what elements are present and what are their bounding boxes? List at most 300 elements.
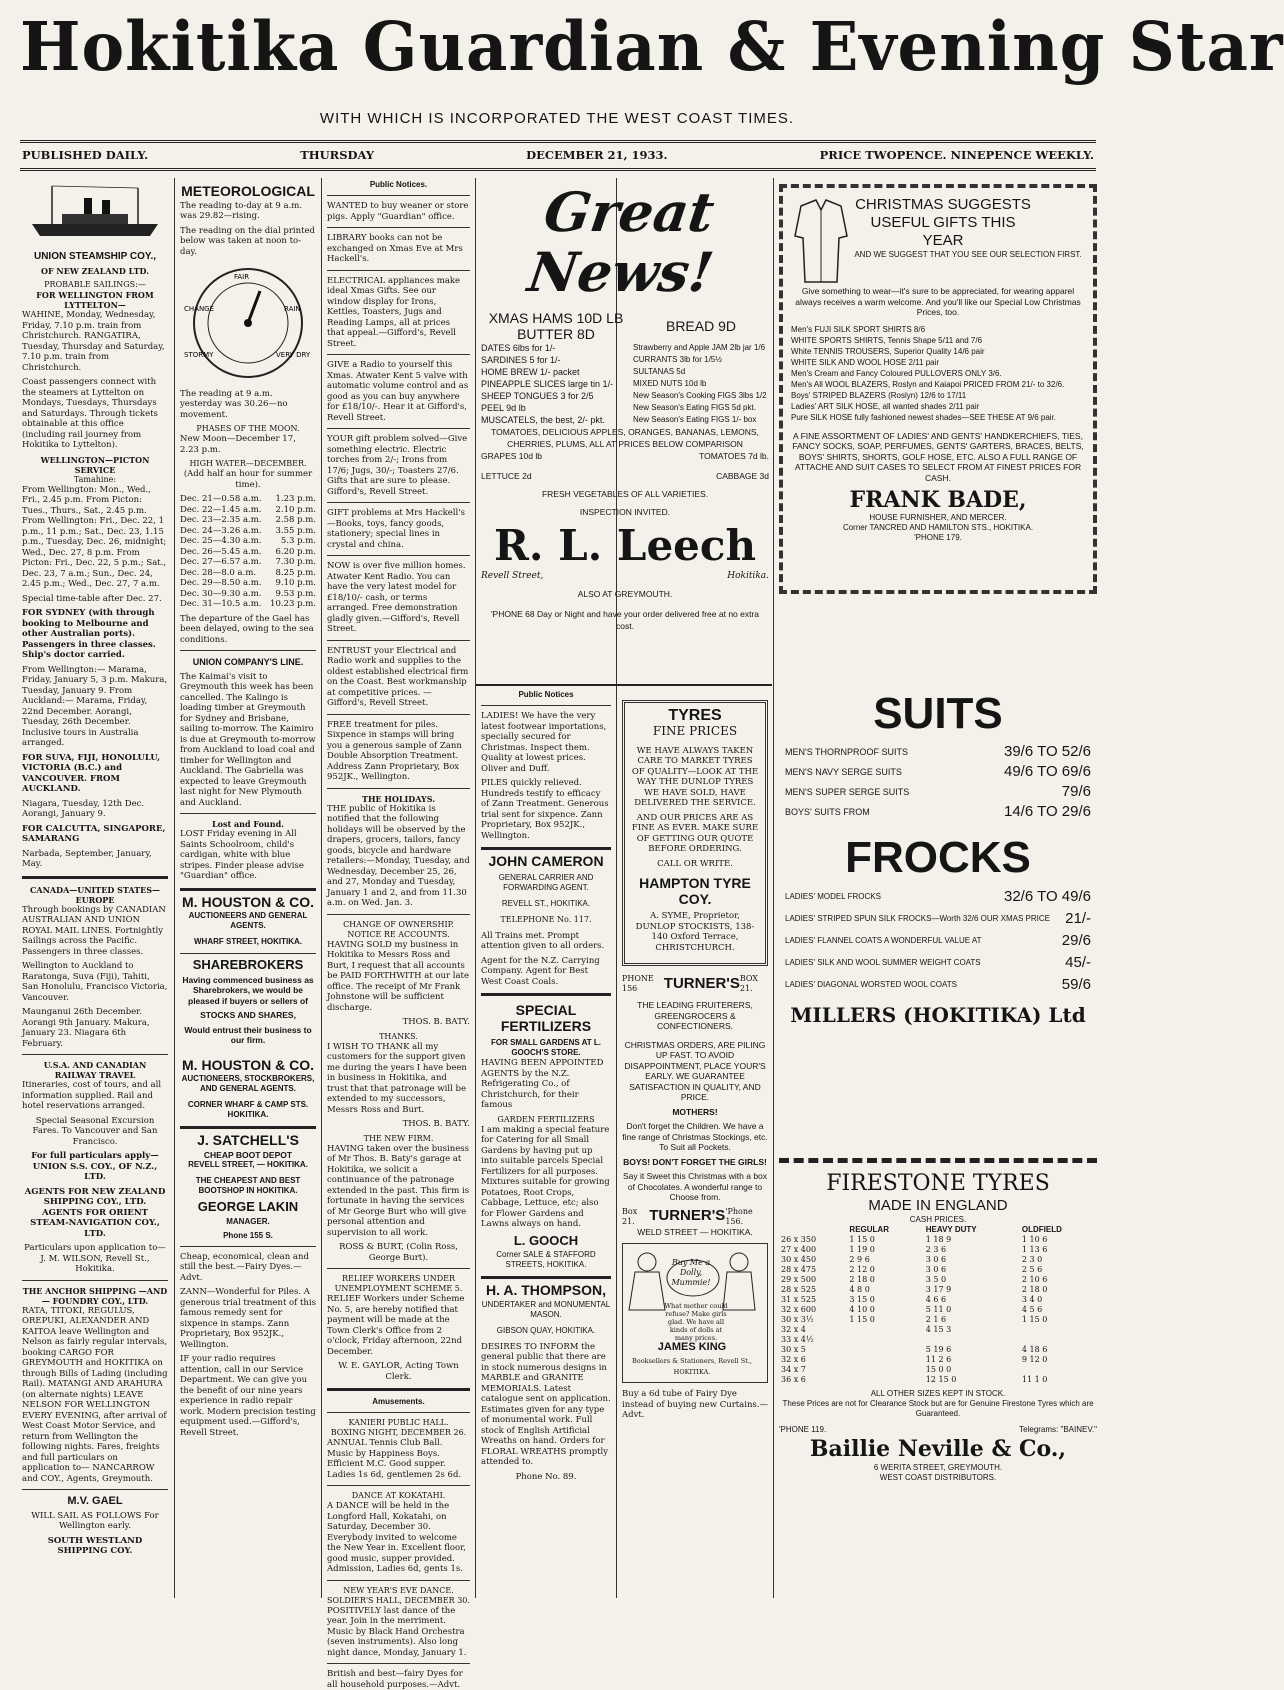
sharebrokers-entrust: Would entrust their business to our firm. (184, 1024, 312, 1045)
picton-text: From Wellington: Mon., Wed., Fri., 2.45 p.m. From Picton: Tues., Thurs., Sat., 2.45 p.m. From Wellington: Fri., Dec. 22, 1 p.m., 11 p.m.; Sat., Dec. 23, 1.15 p.m., Tuesday, Dec. 26, midnight; Wed., Dec. 27, 8 p.m. From Picton: Fri., Dec. 22, 5 p.m.; Sat., Dec. 23, 7 a.m.; Sun., Dec. 24, 2.45 p.m.; Wed., Dec. 27, 7 a.m. (22, 484, 167, 589)
tide-evening: 3.55 p.m. (275, 525, 316, 536)
barometer-dial-icon (180, 261, 316, 385)
bade-item-list (791, 324, 1085, 423)
fairy-dye-note: Buy a 6d tube of Fairy Dye instead of buying new Curtains.—Advt. (622, 1389, 768, 1420)
houston-name: M. HOUSTON & CO. (182, 893, 314, 910)
firestone-cell: 32 x 4 (781, 1325, 806, 1334)
notice-divider (327, 354, 470, 355)
tide-morning: Dec. 28—8.0 a.m. (180, 567, 257, 578)
millers-name: MILLERS (HOKITIKA) Ltd (790, 1003, 1086, 1027)
firestone-cell: 4 15 3 (925, 1325, 952, 1334)
firestone-cell: 2 10 6 (1021, 1275, 1048, 1284)
boys-head: BOYS! DON'T FORGET THE GIRLS! (623, 1156, 767, 1167)
suit-label: MEN'S THORNPROOF SUITS (785, 747, 909, 757)
leech-town: Hokitika. (727, 571, 769, 581)
houston2-name: M. HOUSTON & CO. (182, 1056, 314, 1073)
bade-item: White TENNIS TROUSERS, Superior Quality 14/6 pair (791, 346, 985, 356)
bade-sub: AND WE SUGGEST THAT YOU SEE OUR SELECTION FIRST. (854, 250, 1082, 259)
leech-item: DATES 6lbs for 1/- (481, 343, 556, 353)
sailings-head: PROBABLE SAILINGS:— (44, 280, 146, 289)
holidays-text: THE public of Hokitika is notified that the following holidays will be observed by the drapers, grocers, tailors, fancy goods, bicycle and hardware retailers:—Monday, Tuesday, and Wednesday, December 25, 26, and 27, Monday and Tuesday, January 1 and 2, and from 11.30 a.m. on Wed. Jan. 3. (327, 803, 470, 908)
newyear-text: POSITIVELY last dance of the year. Join in the merriment. Music by Black Hand Orchestra (seven instruments). Also long night dance, Monday, January 1. (327, 1605, 467, 1658)
firestone-cell: 30 x 3½ (781, 1315, 814, 1324)
tide-row (180, 526, 316, 537)
tide-row (180, 547, 316, 558)
newspaper-subtitle: WITH WHICH IS INCORPORATED THE WEST COAST TIMES. (319, 110, 795, 127)
public-notices-head: Public Notices. (369, 180, 428, 189)
firestone-col-head: REGULAR (849, 1225, 889, 1234)
firestone-row (779, 1325, 1097, 1335)
firestone-row (779, 1315, 1097, 1325)
public-notice: LIBRARY books can not be exchanged on Xmas Eve at Mrs Hackell's. (327, 233, 463, 264)
firestone-cell: 28 x 475 (781, 1265, 817, 1274)
sydney-head: FOR SYDNEY (with through booking to Melbourne and other Australian ports). Passengers in three classes. Ship's doctor carried. (22, 608, 156, 660)
satchell-name: J. SATCHELL'S (197, 1132, 299, 1148)
thanks-signature: THOS. B. BATY. (402, 1119, 470, 1129)
ownership-text: HAVING SOLD my business in Hokitika to Messrs Ross and Burt, I request that all accounts be PAID FORTHWITH at our late office. The receipt of Mr Frank Johnstone will be sufficient discharge. (327, 939, 469, 1013)
column-rule (174, 178, 175, 1598)
king-sub: Booksellers & Stationers, Revell St., HOKITIKA. (632, 1357, 752, 1376)
moon-text: New Moon—December 17, 2.23 p.m. (180, 434, 296, 455)
firestone-col-head: OLDFIELD (1021, 1225, 1062, 1234)
frocks-head: FROCKS (845, 833, 1031, 882)
tide-row (180, 536, 316, 547)
sailings-sub: FOR WELLINGTON FROM LYTTELTON— (36, 290, 154, 310)
firestone-cell: 33 x 4½ (781, 1335, 814, 1344)
frock-label: LADIES' DIAGONAL WORSTED WOOL COATS (785, 980, 957, 989)
firestone-cell (847, 1375, 923, 1385)
gael-note: The departure of the Gael has been delayed, owing to the sea conditions. (180, 613, 314, 645)
firestone-cell: 31 x 525 (781, 1295, 817, 1304)
frock-price: 45/- (1065, 954, 1091, 971)
sharebrokers-text: Having commenced business as Sharebrokers, we would be pleased if buyers or sellers of (182, 974, 314, 1006)
tyres-sub: FINE PRICES (652, 723, 738, 738)
shirt-illustration-icon (791, 196, 851, 286)
column-rule (773, 178, 774, 1598)
fertilizers-sub: FOR SMALL GARDENS AT L. GOOCH'S STORE. (490, 1038, 602, 1057)
new-firm-head: THE NEW FIRM. (363, 1133, 434, 1143)
frock-price: 59/6 (1061, 976, 1091, 993)
firestone-cash: CASH PRICES. (909, 1215, 967, 1224)
frank-bade-advert (779, 184, 1097, 616)
fertilizers-detail: I am making a special feature for Catering for all Small Gardens by having put up into suitable parcels Special Fertilizers for all purposes. Mixtures suitable for growing Potatoes, Root Crops, Cabbage, Lettuce, etc; also for Flower Gardens and Lawns always on hand. (481, 1124, 610, 1229)
baillie-neville-address: 6 WERITA STREET, GREYMOUTH. (873, 1463, 1003, 1472)
apply-text: Particulars upon application to— J. M. WILSON, Revell St., Hokitika. (24, 1243, 166, 1274)
firestone-cell: 32 x 600 (781, 1305, 817, 1314)
leech-item: New Season's Eating FIGS 1/- box (633, 415, 757, 424)
bade-item: Men's FUJI SILK SPORT SHIRTS 8/6 (791, 324, 926, 334)
bade-head: CHRISTMAS SUGGESTS USEFUL GIFTS THIS YEAR (855, 196, 1031, 249)
tide-morning: Dec. 24—3.26 a.m. (180, 525, 262, 536)
public-notice: FREE treatment for piles. Sixpence in stamps will bring you a generous sample of Zann Double Absorption Treatment. Address Zann Proprietary, Box 952JK., Wellington. (327, 719, 462, 782)
frock-price: 21/- (1065, 910, 1091, 927)
cameron-address: REVELL ST., HOKITIKA. (501, 898, 591, 908)
tide-morning: Dec. 31—10.5 a.m. (180, 599, 262, 609)
frock-label: LADIES' FLANNEL COATS A WONDERFUL VALUE AT (785, 936, 982, 945)
firestone-row (779, 1295, 1097, 1305)
leech-item: XMAS HAMS 10D LB (488, 310, 624, 326)
thompson-phone: Phone No. 89. (515, 1471, 577, 1482)
suits-list (779, 742, 1097, 822)
tyres-head: TYRES (668, 707, 722, 724)
leech-item: HOME BREW 1/- packet (481, 367, 580, 377)
houston-sub: AUCTIONEERS AND GENERAL AGENTS. (188, 911, 308, 930)
coast-text: Coast passengers connect with the steamers at Lyttelton on Mondays, Tuesdays, Thursdays and Saturdays. Through tickets obtainable at this office (including rail journey from Hokitika to Lyttelton). (22, 377, 158, 450)
firestone-cell: 32 x 6 (781, 1355, 806, 1364)
zann-text: ZANN—Wonderful for Piles. A generous trial treatment of this famous remedy sent for sixpence in stamps. Zann Proprietary, Box 952JK., Wellington. (180, 1287, 316, 1350)
leech-item: New Season's Cooking FIGS 3lbs 1/2 (633, 391, 767, 400)
firestone-cell: 3 0 6 (925, 1265, 947, 1274)
firestone-row (779, 1355, 1097, 1365)
firestone-cell: 2 18 0 (849, 1275, 875, 1284)
met-dial-note: The reading on the dial printed below was taken at noon to-day. (180, 225, 315, 257)
suit-row (785, 762, 1091, 782)
calcutta-text: Narbada, September, January, May. (22, 848, 152, 869)
turner-sub: THE LEADING FRUITERERS, GREENGROCERS & CONFECTIONERS. (637, 1000, 753, 1031)
firestone-cell: 30 x 5 (781, 1345, 806, 1354)
leech-item: BUTTER 8D (517, 326, 595, 342)
tide-evening: 2.10 p.m. (275, 504, 316, 515)
picton-head: WELLINGTON—PICTON SERVICE (40, 454, 150, 475)
public-notices-list (327, 201, 470, 789)
turner2-name: TURNER'S (649, 1207, 726, 1225)
masthead-rule-bottom (20, 168, 1096, 171)
relief-signature: W. E. GAYLOR, Acting Town Clerk. (338, 1361, 459, 1382)
leech-cabbage: CABBAGE 3d (716, 471, 769, 481)
tyres-advert (622, 700, 768, 966)
union-line-text: The Kaimai's visit to Greymouth this week has been cancelled. The Kalingo is loading timber at Greymouth for Sydney and Brisbane, sailing to-morrow. The Kaimiro is due at Greymouth to-morrow from Auckland to load coal and timber for Wellington and Auckland. The Gabriella was expected to leave Greymouth last night for New Plymouth and Auckland. (180, 671, 316, 808)
firestone-cell: 3 0 6 (925, 1255, 947, 1264)
firestone-cell: 1 19 0 (849, 1245, 875, 1254)
firestone-cell (924, 1335, 1020, 1345)
millers-advert (779, 672, 1097, 1092)
garden-fertilizers: GARDEN FERTILIZERS (497, 1114, 595, 1124)
notice-divider (327, 227, 470, 228)
firestone-cell: 4 6 6 (925, 1295, 947, 1304)
tide-row (180, 494, 316, 505)
tide-evening: 9.10 p.m. (275, 578, 316, 588)
tide-evening: 10.23 p.m. (270, 599, 316, 609)
ownership-head: CHANGE OF OWNERSHIP. (343, 919, 454, 929)
firestone-cell: 2 9 6 (849, 1255, 870, 1264)
hampton-name: HAMPTON TYRE COY. (639, 875, 751, 907)
leech-fruits: TOMATOES, DELICIOUS APPLES, ORANGES, BANANAS, LEMONS, CHERRIES, PLUMS, ALL AT PRICES BELOW COMPARISON (491, 427, 759, 449)
firestone-cell: 2 1 6 (925, 1315, 947, 1324)
firestone-cell (1020, 1365, 1097, 1375)
baillie-neville-distributors: WEST COAST DISTRIBUTORS. (879, 1473, 997, 1482)
firestone-cell: 2 12 0 (849, 1265, 875, 1274)
piles-text: PILES quickly relieved. Hundreds testify to efficacy of Zann Treatment. Generous trial sent for sixpence. Zann Proprietary, Box 952JK., Wellington. (481, 778, 609, 841)
steamship-icon (22, 180, 168, 242)
relief-head: RELIEF WORKERS UNDER UNEMPLOYMENT SCHEME 5. (334, 1274, 463, 1293)
leech-phone: 'PHONE 68 Day or Night and have your order delivered free at no extra cost. (490, 609, 760, 631)
thanks-head: THANKS. (379, 1031, 418, 1041)
published-label: PUBLISHED DAILY. (22, 148, 149, 162)
firestone-head: FIRESTONE TYRES (826, 1171, 1050, 1196)
turner-name: TURNER'S (663, 974, 740, 992)
mothers-text: Don't forget the Children. We have a fine range of Christmas Stockings, etc. To Suit all Pockets. (622, 1121, 768, 1152)
usa-text: Itineraries, cost of tours, and all information supplied. Rail and hotel reservations arranged. (22, 1080, 162, 1111)
kokatahi-text: A DANCE will be held in the Longford Hall, Kokatahi, on Saturday, December 30. Everybody invited to welcome the New Year in. Excellent floor, good music, supper provided. Admission, Ladies 6d, gents 1s. (327, 1501, 466, 1574)
tide-row (180, 505, 316, 516)
tide-morning: Dec. 21—0.58 a.m. (180, 494, 262, 504)
bade-item: WHITE SPORTS SHIRTS, Tennis Shape 5/11 and 7/6 (791, 335, 983, 345)
firestone-cell: 34 x 7 (781, 1365, 806, 1374)
turner-phone: PHONE 156 (622, 974, 654, 993)
king-name: JAMES KING (657, 1341, 727, 1353)
mothers-head: MOTHERS! (672, 1106, 718, 1117)
bade-item: WHITE SILK AND WOOL HOSE 2/11 pair (791, 357, 940, 367)
firestone-row (779, 1235, 1097, 1245)
canada-head: CANADA—UNITED STATES—EUROPE (30, 884, 160, 905)
frock-row (785, 952, 1091, 974)
firestone-telegrams: Telegrams: "BAINEV." (1019, 1425, 1097, 1434)
column-public-notices (327, 180, 470, 1690)
firestone-cell: 1 15 0 (1021, 1315, 1048, 1324)
suit-label: MEN'S SUPER SERGE SUITS (785, 787, 910, 797)
cameron-agent: Agent for the N.Z. Carrying Company. Agent for Best West Coast Coals. (481, 955, 600, 987)
fertilizers-text: HAVING BEEN APPOINTED AGENTS by the N.Z. Refrigerating Co., of Christchurch, for their famous (481, 1058, 604, 1110)
anchor-head: THE ANCHOR SHIPPING —AND— FOUNDRY COY., LTD. (22, 1285, 168, 1306)
firestone-cell: 27 x 400 (781, 1245, 817, 1254)
bade-intro: Give something to wear—it's sure to be appreciated, for wearing apparel always receives a warm welcome. And you'll like our Special Low Christmas Prices, too. (795, 286, 1081, 317)
suit-row (785, 802, 1091, 822)
firestone-sizes: ALL OTHER SIZES KEPT IN STOCK. (870, 1389, 1006, 1398)
kaniere-head: KANIERI PUBLIC HALL. (348, 1418, 449, 1427)
frock-price: 29/6 (1061, 932, 1091, 949)
turner-box: BOX 21. (739, 974, 758, 993)
tide-morning: Dec. 23—2.35 a.m. (180, 515, 262, 525)
issue-date: DECEMBER 21, 1933. (526, 148, 668, 162)
tide-evening: 5.3 p.m. (280, 536, 316, 546)
tide-row (180, 578, 316, 589)
radio-repair-text: IF your radio requires attention, call in our Service Department. We can give you the benefit of our nine years experience in radio repair work. Modern precision testing equipment used.—Gifford's, Revell Street. (180, 1354, 316, 1438)
leech-item: SARDINES 5 for 1/- (481, 355, 561, 365)
anchor-text: RATA, TITOKI, REGULUS, OREPUKI, ALEXANDER AND KAITOA leave Wellington and Nelson as fairly regular intervals, booking CARGO FOR GREYMOUTH and HOKITIKA on through Bills of Lading (including Rail). MATANGI AND ARAHURA (on alternate nights) LEAVE NELSON FOR WELLINGTON EVERY EVENING, after arrival of West Coast Motor Service, and return from Wellington the following nights. Fares, freights and full particulars on application to— NANCARROW and COY., Agents, Greymouth. (22, 1305, 168, 1484)
sailings-text: WAHINE, Monday, Wednesday, Friday, 7.10 p.m. train from Christchurch. RANGATIRA, Tuesday, Thursday and Saturday, 7.10 p.m. train from Christchurch. (22, 310, 165, 373)
firestone-cell (1020, 1325, 1097, 1335)
public-notice: GIVE a Radio to yourself this Xmas. Atwater Kent 5 valve with automatic volume control and as good as you can buy anywhere for £18/10/-. Hear it at Gifford's, Revell Street. (327, 360, 469, 423)
dial-label: CHANGE (184, 305, 215, 313)
dial-label: RAIN (284, 305, 301, 313)
dial-label: VERY DRY (276, 351, 311, 359)
bade-name: FRANK BADE, (849, 487, 1027, 513)
firestone-phone: 'PHONE 119. (779, 1425, 827, 1434)
notice-divider (327, 788, 470, 789)
tide-morning: Dec. 27—6.57 a.m. (180, 557, 262, 567)
firestone-cell: 3 5 0 (925, 1275, 947, 1284)
suva-text: Niagara, Tuesday, 12th Dec. Aorangi, January 9. (22, 798, 145, 819)
firestone-row (779, 1345, 1097, 1355)
holidays-head: THE HOLIDAYS. (361, 793, 436, 804)
firestone-cell: 26 x 350 (781, 1235, 817, 1244)
public-notice: ELECTRICAL appliances make ideal Xmas Gifts. See our window display for Irons, Kettles, Toasters, Jugs and Reading Lamps, all at prices that appeal.—Gifford's, Revell Street. (327, 275, 461, 349)
tide-morning: Dec. 29—8.50 a.m. (180, 578, 262, 588)
leech-item: CURRANTS 3lb for 1/5½ (633, 355, 722, 364)
suit-price: 79/6 (1061, 783, 1091, 800)
tide-row (180, 515, 316, 526)
suit-label: BOYS' SUITS FROM (785, 807, 870, 817)
column-rule (475, 178, 476, 1598)
firestone-row (779, 1275, 1097, 1285)
picton-ship: Tamahine: (73, 474, 117, 484)
firestone-cell: 28 x 525 (781, 1285, 817, 1294)
firestone-row (779, 1335, 1097, 1345)
firestone-cell: 29 x 500 (781, 1275, 817, 1284)
turner2-phone: 'Phone 156. (725, 1206, 753, 1226)
bade-item: Men's Cream and Fancy Coloured PULLOVERS ONLY 3/6. (791, 368, 1002, 378)
frock-label: LADIES' SILK AND WOOL SUMMER WEIGHT COATS (785, 958, 981, 967)
firestone-row (779, 1375, 1097, 1385)
column-five (622, 700, 768, 1595)
firestone-col-head: HEAVY DUTY (925, 1225, 977, 1234)
masthead (0, 6, 1284, 154)
leech-advert-rule (476, 684, 772, 686)
moon-head: PHASES OF THE MOON. (196, 424, 300, 433)
cameron-sub: GENERAL CARRIER AND FORWARDING AGENT. (498, 872, 594, 892)
turner2-box: Box 21. (622, 1206, 638, 1226)
tide-evening: 6.20 p.m. (275, 546, 316, 557)
gooch-address: Corner SALE & STAFFORD STREETS, HOKITIKA. (496, 1250, 596, 1269)
public-notice: GIFT problems at Mrs Hackell's—Books, toys, fancy goods, stationery; special lines in crystal and china. (327, 508, 465, 550)
thanks-text: I WISH TO THANK all my customers for the support given me during the years I have been in business in Hokitika, and trust that that patronage will be extended to my successors, Messrs Ross and Burt. (327, 1041, 467, 1115)
bade-item: Boys' STRIPED BLAZERS (Roslyn) 12/6 to 17/11 (791, 390, 967, 400)
masthead-rule-top (20, 140, 1096, 143)
cameron-phone: TELEPHONE No. 117. (500, 914, 592, 924)
bade-item: Men's All WOOL BLAZERS, Roslyn and Kaiapoi PRICED FROM 21/- to 32/6. (791, 379, 1065, 389)
newyear-sub: SOLDIER'S HALL, DECEMBER 30. (327, 1595, 470, 1605)
leech-item: Strawberry and Apple JAM 2lb jar 1/6 (633, 343, 766, 352)
newyear-head: NEW YEAR'S EVE DANCE. (343, 1585, 454, 1595)
southwest-shipping: SOUTH WESTLAND SHIPPING COY. (47, 1535, 143, 1556)
kaniere-text: ANNUAL Tennis Club Ball. Music by Happiness Boys. Efficient M.C. Good supper. Ladies 1s 6d, gentlemen 2s 6d. (327, 1438, 462, 1480)
tyres-call: CALL OR WRITE. (657, 858, 733, 869)
firestone-cell: 2 3 0 (1021, 1255, 1043, 1264)
leech-item: BREAD 9D (665, 318, 737, 334)
firestone-cell: 3 17 9 (925, 1285, 952, 1294)
public-notice: NOW is over five million homes. Atwater Kent Radio. You can have the very latest model for £18/10/- cash, or terms arranged. Free demonstration gladly given.—Gifford's, Revell Street. (327, 561, 466, 634)
kokatahi-head: DANCE AT KOKATAHI. (351, 1491, 446, 1500)
firestone-cell: 15 0 0 (925, 1365, 952, 1374)
firestone-cell: 30 x 450 (781, 1255, 817, 1264)
houston-address: WHARF STREET, HOKITIKA. (194, 937, 302, 946)
king-text: What mother could refuse? Make girls glad. We have all kinds of dolls at many prices. (664, 1302, 728, 1342)
ladies-footwear-text: LADIES! We have the very latest footwear importations, specially secured for Christmas. Inspect them. Quality at lowest prices. Oliver and Duff. (481, 711, 607, 774)
thompson-sub: UNDERTAKER and MONUMENTAL MASON. (481, 1299, 611, 1319)
fertilizers-head: SPECIAL FERTILIZERS (500, 1002, 592, 1034)
firestone-cell: 4 10 0 (849, 1305, 875, 1314)
gael-text: WILL SAIL AS FOLLOWS For Wellington early. (31, 1510, 159, 1531)
new-firm-signature: ROSS & BURT, (Colin Ross, George Burt). (339, 1242, 458, 1263)
tide-row (180, 557, 316, 568)
ownership-signature: THOS. B. BATY. (402, 1017, 470, 1027)
tyres-text: WE HAVE ALWAYS TAKEN CARE TO MARKET TYRES OF QUALITY—LOOK AT THE WAY THE DUNLOP TYRES WE HAVE SOLD, HAVE DELIVERED THE SERVICE. (631, 745, 759, 808)
firestone-cell: 36 x 6 (781, 1375, 806, 1384)
tide-evening: 9.53 p.m. (275, 588, 316, 599)
calcutta-head: FOR CALCUTTA, SINGAPORE, SAMARANG (22, 823, 166, 844)
tide-evening: 1.23 p.m. (275, 494, 316, 504)
houston2-address: CORNER WHARF & CAMP STS. HOKITIKA. (187, 1100, 309, 1119)
doll-caption: Buy Me a Dolly, Mummie! (671, 1258, 711, 1287)
frock-row (785, 908, 1091, 930)
tide-evening: 8.25 p.m. (275, 567, 316, 578)
firestone-cell: 5 11 0 (925, 1305, 952, 1314)
sharebrokers-stocks: STOCKS AND SHARES, (200, 1010, 296, 1020)
canada-route: Wellington to Auckland to Raratonga, Suva (Fiji), Tahiti, San Honolulu, Francisco Victoria, Vancouver. (22, 961, 168, 1003)
lakin-role: MANAGER. (226, 1216, 270, 1226)
firestone-cell (847, 1365, 923, 1375)
notice-divider (327, 428, 470, 429)
firestone-row (779, 1245, 1097, 1255)
union-company-name: UNION STEAMSHIP COY., (33, 250, 157, 262)
firestone-cell: 11 2 6 (925, 1355, 952, 1364)
satchell-sub: CHEAP BOOT DEPOT (203, 1149, 293, 1160)
meteorological-head: METEOROLOGICAL (181, 183, 315, 199)
leech-tomatoes: TOMATOES 7d lb. (699, 451, 769, 461)
frock-row (785, 930, 1091, 952)
lakin-name: GEORGE LAKIN (197, 1199, 299, 1214)
high-water-note: (Add half an hour for summer time). (183, 469, 313, 490)
baillie-neville-name: Baillie Neville & Co., (809, 1436, 1067, 1462)
james-king-advert (622, 1243, 768, 1383)
suits-head: SUITS (873, 689, 1003, 738)
dial-label: FAIR (234, 273, 250, 281)
issue-day: THURSDAY (300, 148, 375, 162)
canada-dates: Maunganui 26th December. Aorangi 9th January. Makura, January 23. Niagara 6th February. (22, 1007, 150, 1049)
thompson-name: H. A. THOMPSON, (485, 1282, 607, 1298)
satchell-address: REVELL STREET, — HOKITIKA. (188, 1160, 308, 1169)
firestone-row (779, 1255, 1097, 1265)
hampton-sub: A. SYME, Proprietor, DUNLOP STOCKISTS, 138-140 Oxford Terrace, CHRISTCHURCH. (635, 911, 755, 953)
canada-text: Through bookings by CANADIAN AUSTRALIAN AND UNION ROYAL MAIL LINES. Fortnightly Sailings across the Pacific. Passengers in three classes. (22, 904, 166, 957)
tide-evening: 2.58 p.m. (275, 515, 316, 525)
notice-divider (327, 640, 470, 641)
sharebrokers-head: SHAREBROKERS (192, 957, 304, 972)
column-rule (321, 178, 322, 1598)
leech-name: R. L. Leech (493, 521, 756, 570)
column-shipping (22, 180, 168, 1600)
gael-head: M.V. GAEL (67, 1495, 123, 1507)
frock-price: 32/6 TO 49/6 (1003, 888, 1091, 905)
lost-found-text: LOST Friday evening in All Saints Schoolroom, child's cardigan, white with blue stripes. Finder please advise "Guardian" office. (180, 829, 304, 881)
leech-item: PEEL 9d lb (481, 403, 526, 413)
tide-row (180, 568, 316, 579)
firestone-advert (779, 1158, 1097, 1598)
leech-item: SULTANAS 5d (633, 367, 686, 376)
frock-row (785, 974, 1091, 996)
bade-item: Ladies' ART SILK HOSE, all wanted shades 2/11 pair (791, 401, 980, 411)
new-firm-text: HAVING taken over the business of Mr Thos. B. Baty's garage at Hokitika, we solicit a continuance of the patronage extended in the past. This firm is fortunate in having the services of Mr George Burt who will give personal attention and supervision to all work. (327, 1143, 470, 1238)
leech-also: ALSO AT GREYMOUTH. (577, 589, 673, 599)
firestone-cell (847, 1335, 923, 1345)
suit-label: MEN'S NAVY SERGE SUITS (785, 767, 902, 777)
firestone-note: These Prices are not for Clearance Stock but are for Genuine Firestone Tyres which are Guaranteed. (782, 1399, 1094, 1418)
amusements-head: Amusements. (372, 1397, 425, 1406)
usa-head: U.S.A. AND CANADIAN RAILWAY TRAVEL (43, 1060, 147, 1080)
firestone-cell: 2 5 6 (1021, 1265, 1043, 1274)
fairy-dyes-note: British and best—fairy Dyes for all household purposes.—Advt. (327, 1669, 463, 1690)
firestone-cell (1020, 1335, 1097, 1345)
suit-price: 14/6 TO 29/6 (1003, 803, 1091, 820)
notice-divider (327, 270, 470, 271)
firestone-price-table (779, 1225, 1097, 1385)
union-company-sub: OF NEW ZEALAND LTD. (41, 266, 149, 276)
satchell-text: THE CHEAPEST AND BEST BOOTSHOP IN HOKITIKA. (195, 1176, 301, 1195)
bade-phone: 'PHONE 179. (914, 533, 962, 542)
firestone-cell (847, 1355, 923, 1365)
newspaper-title: Hokitika Guardian & Evening Star (20, 8, 1284, 87)
tide-morning: Dec. 30—9.30 a.m. (180, 588, 262, 599)
